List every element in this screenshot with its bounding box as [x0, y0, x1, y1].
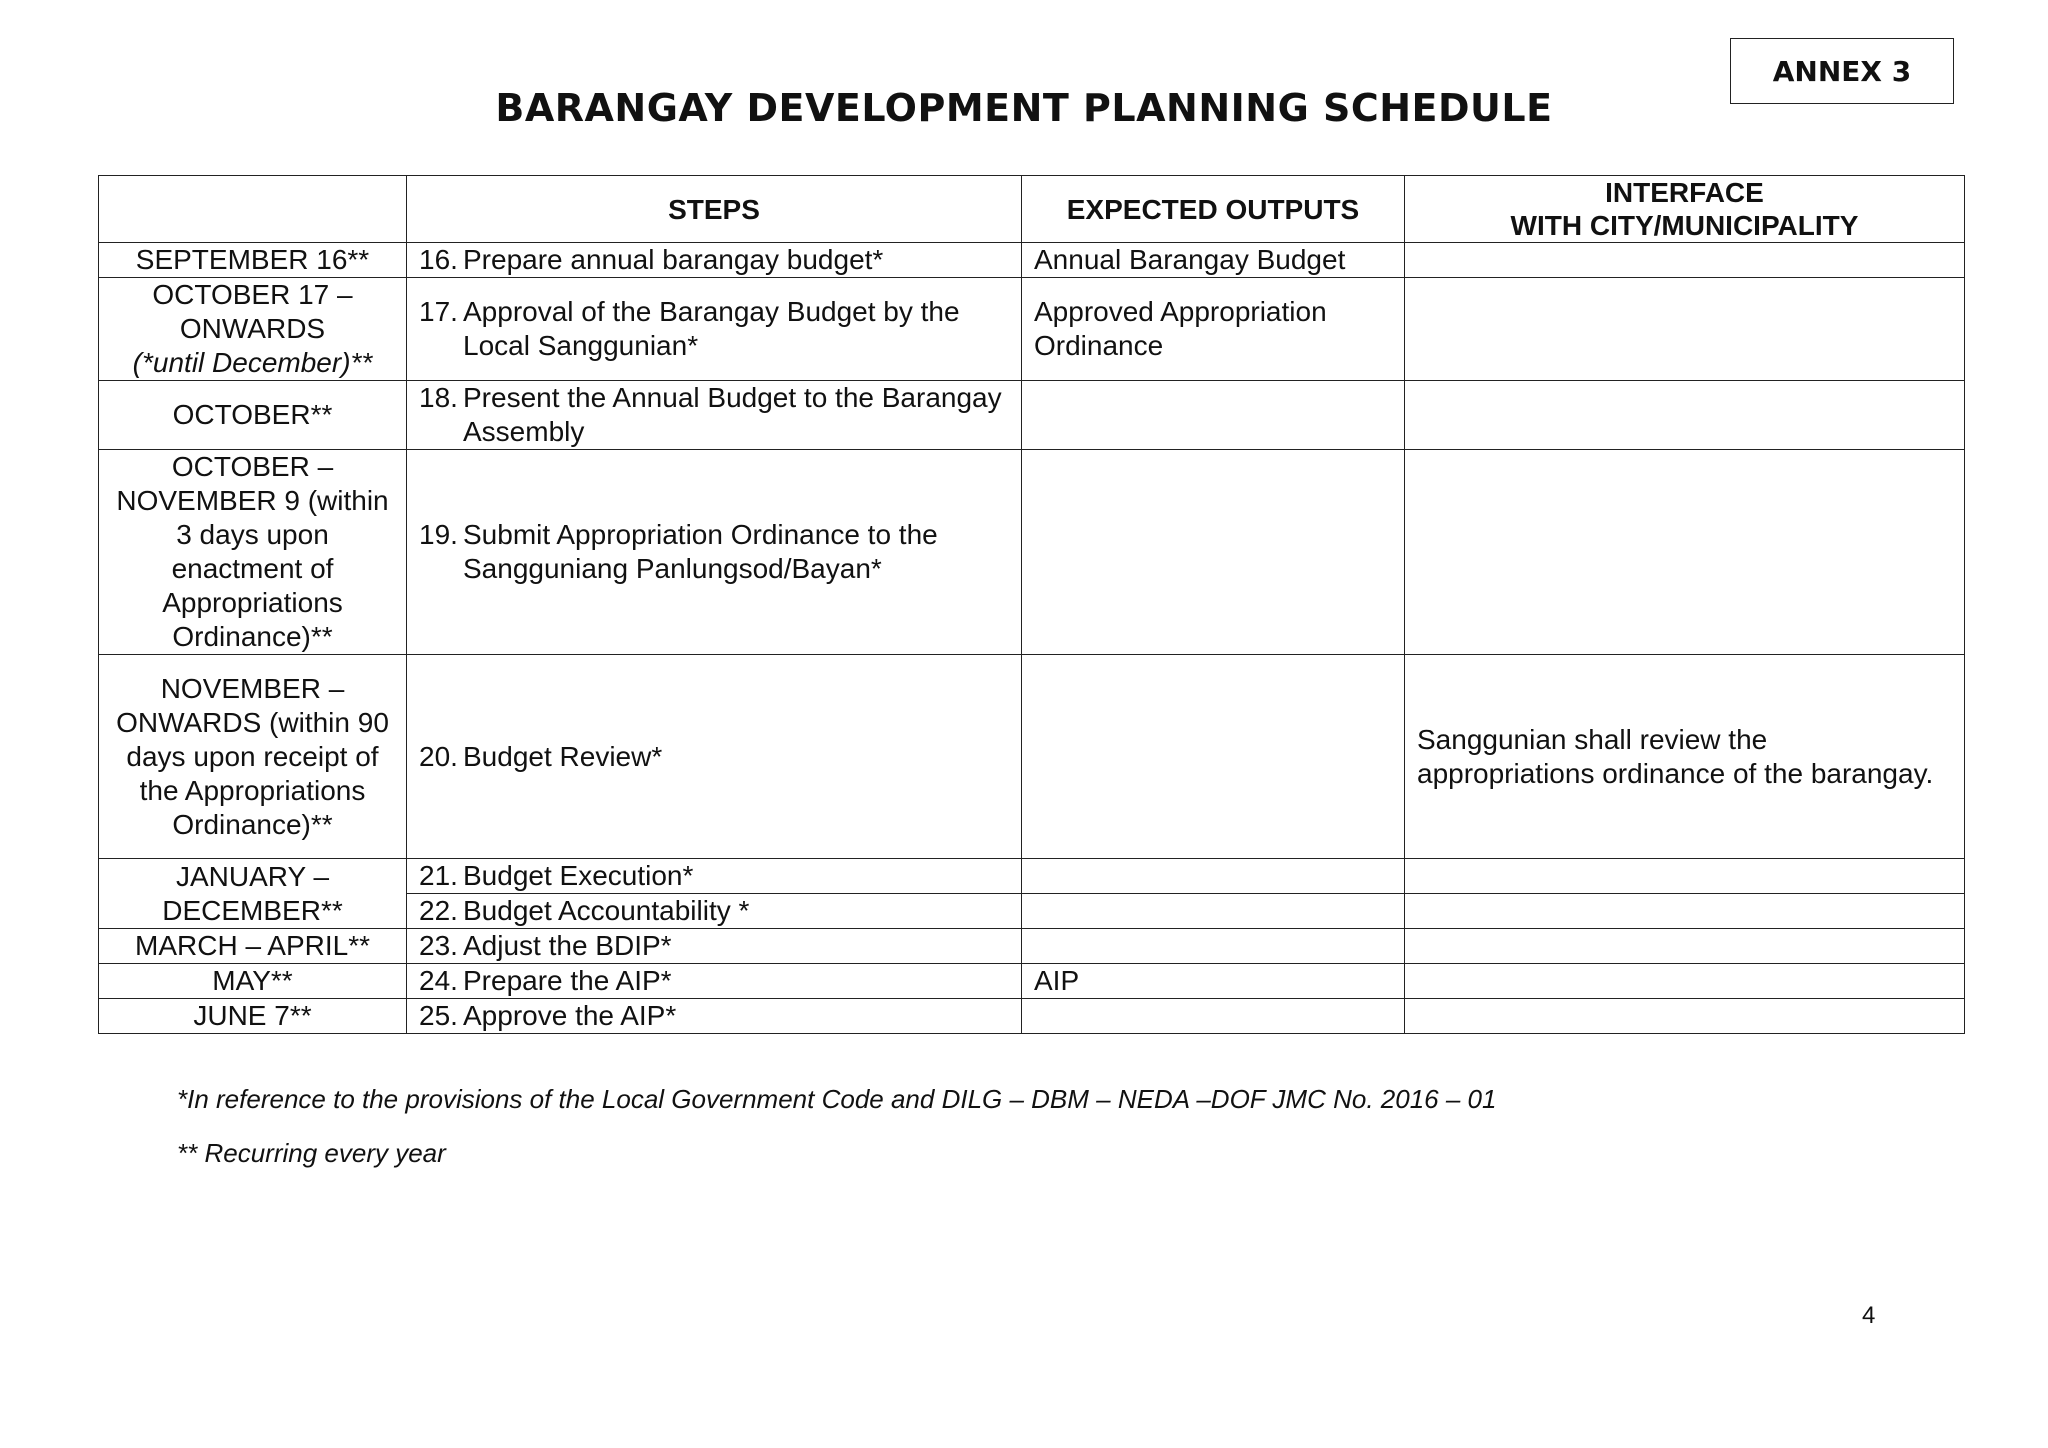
table-row: [99, 859, 1965, 894]
row-output: [1022, 450, 1405, 655]
table-header-row: [99, 176, 1965, 243]
row-date: MAY**: [99, 964, 407, 999]
step-number: 18.: [419, 382, 458, 413]
step-number: 24.: [419, 965, 458, 996]
step-number: 19.: [419, 519, 458, 550]
schedule-table: [98, 175, 1965, 1034]
row-interface: [1405, 929, 1965, 964]
annex-label: ANNEX 3: [1730, 38, 1954, 104]
page-number: 4: [1862, 1302, 1876, 1329]
step-text: Budget Review*: [463, 740, 663, 772]
row-step: [407, 999, 1022, 1034]
date-line2: ONWARDS: [179, 313, 326, 344]
header-interface-line1: INTERFACE: [1605, 177, 1764, 208]
step-text: Submit Appropriation Ordinance to the Sangguniang Panlungsod/Bayan*: [463, 519, 938, 584]
step-text: Prepare annual barangay budget*: [463, 244, 884, 275]
step-number: 16.: [419, 244, 458, 275]
table-row: [99, 655, 1965, 859]
step-text: Budget Accountability *: [463, 895, 750, 926]
table-row: [99, 999, 1965, 1034]
header-interface-line2: WITH CITY/MUNICIPALITY: [1510, 210, 1859, 241]
header-expected-outputs: EXPECTED OUTPUTS: [1022, 176, 1405, 243]
header-interface: [1405, 176, 1965, 243]
footnote-reference: *In reference to the provisions of the Local Government Code and DILG – DBM – NEDA –DOF JMC No. 2016 – 01: [177, 1084, 1497, 1114]
header-date: [99, 176, 407, 243]
step-number: 21.: [419, 860, 458, 891]
table-row: [99, 929, 1965, 964]
step-text: Present the Annual Budget to the Barangay Assembly: [463, 382, 1002, 447]
footnote-recurring: ** Recurring every year: [177, 1138, 446, 1168]
row-interface: [1405, 964, 1965, 999]
step-number: 17.: [419, 296, 458, 327]
date-line1: OCTOBER 17 –: [152, 279, 353, 310]
step-text: Budget Execution*: [463, 860, 694, 891]
row-step: [407, 929, 1022, 964]
row-step: [407, 278, 1022, 381]
row-date: [99, 278, 407, 381]
step-text: Adjust the BDIP*: [463, 930, 672, 961]
step-text: Approval of the Barangay Budget by the Local Sanggunian*: [463, 296, 960, 361]
row-date: SEPTEMBER 16**: [99, 243, 407, 278]
row-date: MARCH – APRIL**: [99, 929, 407, 964]
row-output: AIP: [1022, 964, 1405, 999]
step-text: Prepare the AIP*: [463, 965, 672, 996]
table-row: [99, 450, 1965, 655]
row-step: [407, 894, 1022, 929]
table-row: [99, 964, 1965, 999]
table-row: [99, 381, 1965, 450]
table-row: [99, 278, 1965, 381]
row-date: JANUARY – DECEMBER**: [99, 859, 407, 929]
row-interface: [1405, 450, 1965, 655]
row-interface: [1405, 243, 1965, 278]
row-interface: Sanggunian shall review the appropriations ordinance of the barangay.: [1405, 655, 1965, 859]
step-text: Approve the AIP*: [463, 1000, 677, 1031]
row-interface: [1405, 999, 1965, 1034]
step-number: 23.: [419, 930, 458, 961]
row-interface: [1405, 381, 1965, 450]
step-number: 20.: [419, 740, 458, 772]
date-note: (*until December)**: [132, 347, 373, 378]
row-interface: [1405, 859, 1965, 894]
row-step: [407, 964, 1022, 999]
row-output: [1022, 381, 1405, 450]
row-date: OCTOBER – NOVEMBER 9 (within 3 days upon enactment of Appropriations Ordinance)**: [99, 450, 407, 655]
row-output: Annual Barangay Budget: [1022, 243, 1405, 278]
row-step: [407, 381, 1022, 450]
row-step: [407, 243, 1022, 278]
row-date: NOVEMBER – ONWARDS (within 90 days upon receipt of the Appropriations Ordinance)**: [99, 655, 407, 859]
table-row: [99, 243, 1965, 278]
row-interface: [1405, 278, 1965, 381]
row-date: OCTOBER**: [99, 381, 407, 450]
page-title: BARANGAY DEVELOPMENT PLANNING SCHEDULE: [495, 86, 1553, 130]
row-date: JUNE 7**: [99, 999, 407, 1034]
row-output: [1022, 859, 1405, 894]
step-number: 25.: [419, 1000, 458, 1031]
row-interface: [1405, 894, 1965, 929]
row-output: [1022, 655, 1405, 859]
row-output: [1022, 929, 1405, 964]
row-step: [407, 859, 1022, 894]
row-output: Approved Appropriation Ordinance: [1022, 278, 1405, 381]
row-step: [407, 655, 1022, 859]
header-steps: STEPS: [407, 176, 1022, 243]
row-output: [1022, 999, 1405, 1034]
row-step: [407, 450, 1022, 655]
row-output: [1022, 894, 1405, 929]
step-number: 22.: [419, 895, 458, 926]
